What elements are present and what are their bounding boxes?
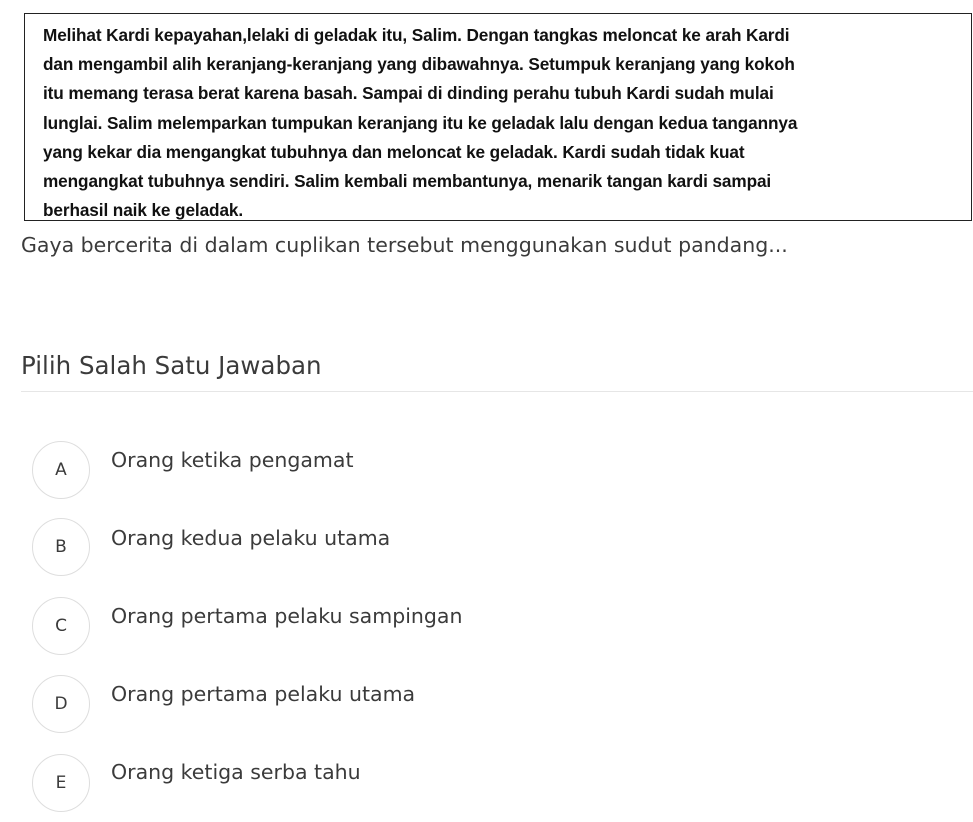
passage-line: dan mengambil alih keranjang-keranjang yang dibawahnya. Setumpuk keranjang yang kokoh bbox=[43, 54, 795, 75]
option-label[interactable]: Orang ketiga serba tahu bbox=[111, 760, 361, 784]
option-letter-circle[interactable]: B bbox=[32, 518, 90, 576]
option-label[interactable]: Orang pertama pelaku utama bbox=[111, 682, 416, 706]
option-a[interactable] bbox=[32, 441, 732, 503]
option-label[interactable]: Orang kedua pelaku utama bbox=[111, 526, 391, 550]
option-d[interactable] bbox=[32, 675, 732, 737]
question-text: Gaya bercerita di dalam cuplikan tersebut menggunakan sudut pandang... bbox=[21, 233, 788, 257]
option-letter-circle[interactable]: A bbox=[32, 441, 90, 499]
passage-line: berhasil naik ke geladak. bbox=[43, 200, 244, 221]
passage-line: lunglai. Salim melemparkan tumpukan keranjang itu ke geladak lalu dengan kedua tangannya bbox=[43, 112, 798, 133]
option-letter-circle[interactable]: E bbox=[32, 754, 90, 812]
option-letter-circle[interactable]: C bbox=[32, 597, 90, 655]
option-letter-circle[interactable]: D bbox=[32, 675, 90, 733]
passage-line: Melihat Kardi kepayahan,lelaki di geladak itu, Salim. Dengan tangkas meloncat ke arah Kardi bbox=[43, 25, 790, 45]
passage-line: itu memang terasa berat karena basah. Sampai di dinding perahu tubuh Kardi sudah mulai bbox=[43, 83, 774, 104]
option-label[interactable]: Orang ketika pengamat bbox=[111, 448, 354, 472]
section-title: Pilih Salah Satu Jawaban bbox=[21, 351, 322, 380]
passage-line: mengangkat tubuhnya sendiri. Salim kembali membantunya, menarik tangan kardi sampai bbox=[43, 171, 772, 192]
passage-line: yang kekar dia mengangkat tubuhnya dan meloncat ke geladak. Kardi sudah tidak kuat bbox=[43, 141, 745, 162]
option-e[interactable] bbox=[32, 754, 732, 816]
option-label[interactable]: Orang pertama pelaku sampingan bbox=[111, 604, 463, 628]
option-c[interactable] bbox=[32, 597, 732, 659]
option-b[interactable] bbox=[32, 518, 732, 580]
